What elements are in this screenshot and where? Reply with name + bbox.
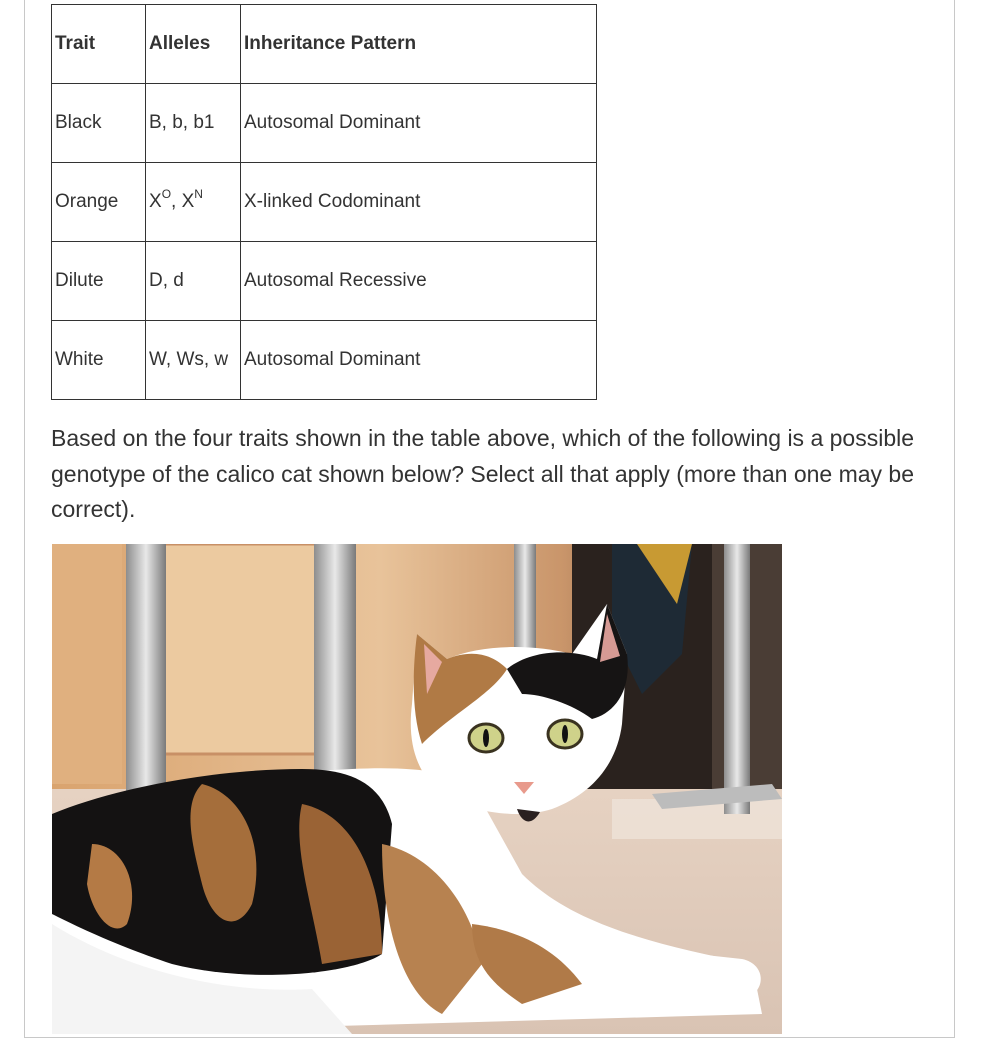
pattern-cell: Autosomal Recessive (241, 242, 597, 321)
allele-base: , X (171, 191, 195, 212)
calico-cat-photo (52, 544, 782, 1034)
allele-superscript: O (161, 186, 172, 201)
trait-cell: Orange (52, 163, 146, 242)
table-row (52, 242, 597, 321)
question-text: Based on the four traits shown in the table above, which of the following is a possible genotype of the calico cat shown below? Select all that apply (more than one may be correct). (51, 425, 915, 522)
alleles-cell: W, Ws, w (146, 321, 241, 400)
table-row (52, 163, 597, 242)
alleles-cell: B, b, b1 (146, 84, 241, 163)
pattern-cell: Autosomal Dominant (241, 84, 597, 163)
alleles-cell: D, d (146, 242, 241, 321)
table-row (52, 321, 597, 400)
allele-superscript: N (194, 186, 203, 201)
traits-table (51, 4, 597, 400)
pattern-cell: X-linked Codominant (241, 163, 597, 242)
trait-cell: Black (52, 84, 146, 163)
header-trait: Trait (52, 5, 146, 84)
allele-base: X (149, 191, 162, 212)
trait-cell: White (52, 321, 146, 400)
table-row (52, 84, 597, 163)
table-header-row (52, 5, 597, 84)
pattern-cell: Autosomal Dominant (241, 321, 597, 400)
header-alleles: Alleles (146, 5, 241, 84)
trait-cell: Dilute (52, 242, 146, 321)
header-inheritance-pattern: Inheritance Pattern (241, 5, 597, 84)
alleles-cell (146, 163, 241, 242)
